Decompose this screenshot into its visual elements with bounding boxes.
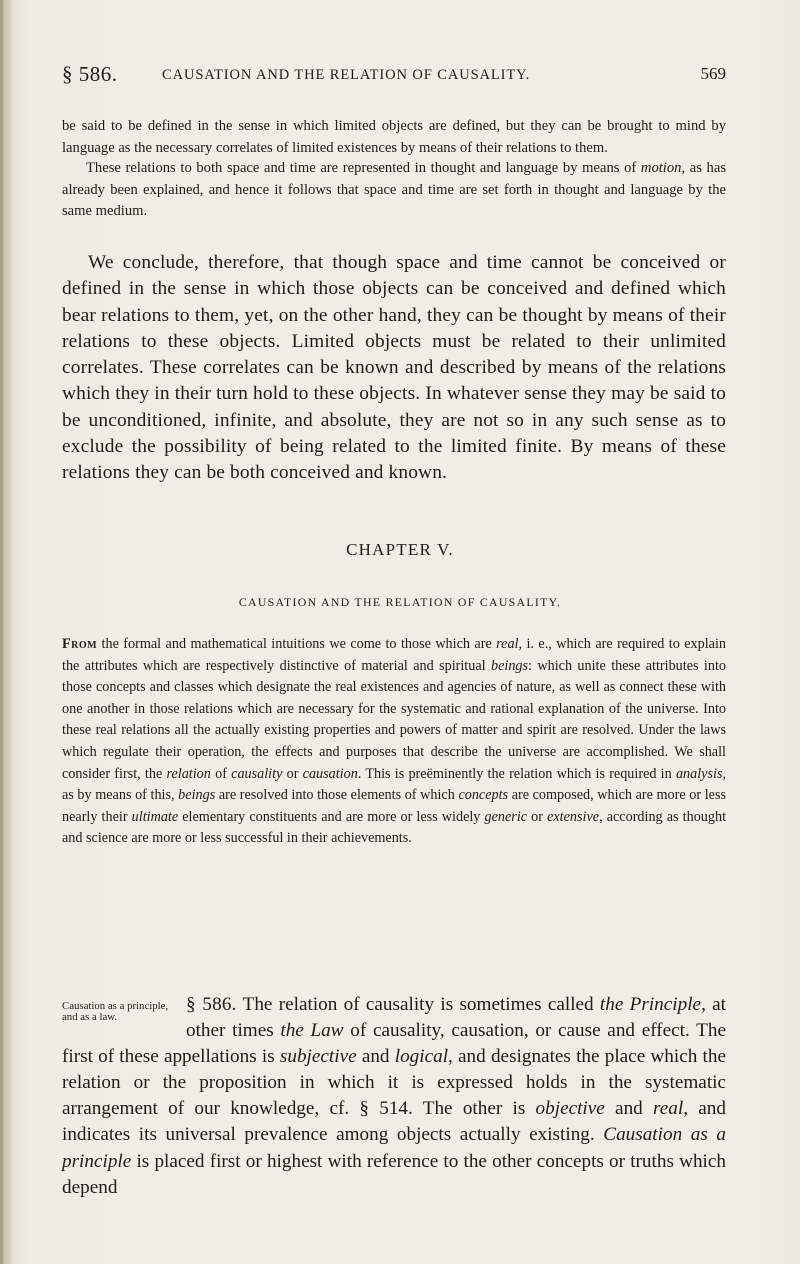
text-run: of (210, 765, 232, 782)
section-reference: § 586. (62, 62, 118, 86)
chapter-title: CHAPTER V. (346, 540, 454, 559)
text-run: , according as thought and science are more or less successful in their achievements. (62, 808, 727, 847)
text-run: , and indicates its universal prevalence among objects actually existing. (62, 1098, 726, 1146)
margin-note: Causation as a principle, and as a law. (62, 1000, 169, 1023)
section-number: § 586. (186, 994, 237, 1015)
running-title: CAUSATION AND THE RELATION OF CAUSALITY. (162, 67, 531, 83)
italic-term: generic (484, 808, 528, 825)
text-run: The relation of causality is sometimes called (236, 994, 600, 1015)
italic-term: causality (231, 765, 283, 782)
page-edge (0, 0, 3, 1264)
text-run: and (604, 1098, 654, 1120)
motion-paragraph (62, 158, 726, 223)
chapter-intro-paragraph (62, 634, 726, 850)
text-run: , at other times (186, 994, 726, 1042)
italic-term: the Law (280, 1020, 344, 1042)
italic-term: real (496, 636, 519, 652)
text-run: are resolved into those elements of which (215, 787, 459, 804)
text-run: : which unite these attributes into those concepts and classes which designate the real existences and agencies of nature, as well as connect these with one another in those relations which are necessary for the systematic and rational explanation of the universe. Into these real relations all the actually existing properties and powers of matter and spirit are resolved. Under the laws which regulate their operation, the effects and purposes that describe the universe are accomplished. We shall consider first, the (62, 657, 726, 782)
text-run: or (282, 765, 303, 782)
intro-body (62, 636, 726, 846)
italic-term: analysis (675, 765, 723, 782)
text-run: are composed, which are more or less nearly their (62, 787, 726, 825)
text-run: . This is preëminently the relation which is required in (357, 765, 676, 782)
motion-paragraph-text: These relations to both space and time are represented in thought and language by means of motion, as has already been explained, and hence it follows that space and time are set forth in thought and language by the same medium. (62, 160, 726, 219)
text-run: is placed first or highest with reference to the other concepts or truths which depend (62, 1150, 726, 1198)
running-head (62, 60, 726, 90)
italic-term: the Principle (599, 994, 702, 1015)
text-run: , as by means of this, (62, 765, 727, 804)
text-run: elementary constituents and are more or less widely (178, 808, 485, 825)
page-number: 569 (700, 64, 726, 83)
italic-term: real (653, 1098, 684, 1120)
text-run: the formal and mathematical intuitions we come to those which are (97, 636, 497, 652)
italic-term: logical (394, 1046, 449, 1068)
margin-note-space (62, 992, 186, 1040)
italic-term: motion (640, 160, 682, 176)
italic-term: Causation as a principle (62, 1124, 726, 1172)
italic-term: objective (535, 1098, 605, 1120)
italic-term: beings (490, 657, 529, 674)
text-run: , i. e., which are required to explain the attributes which are respectively distinctive of material and spiritual (62, 636, 726, 674)
italic-term: subjective (279, 1046, 357, 1068)
italic-term: beings (178, 787, 216, 804)
italic-term: extensive (547, 808, 600, 825)
chapter-subtitle: CAUSATION AND THE RELATION OF CAUSALITY. (238, 595, 562, 609)
text-run: or (527, 808, 548, 825)
text-run: , and designates the place which the relation or the proposition in which it is expressed holds in the systematic arrangement of our knowledge, cf. § 514. The other is (62, 1046, 726, 1120)
section-586-paragraph (62, 992, 726, 1201)
italic-term: relation (166, 765, 211, 782)
text-run: and (356, 1046, 395, 1068)
italic-term: ultimate (131, 808, 179, 825)
conclusion-paragraph: We conclude, therefore, that though space and time cannot be conceived or defined in the sense in which those objects can be conceived and defined which bear relations to them, yet, on the other hand, they can be thought by means of their relations to these objects. Limited objects must be related to their unlimited correlates. These correlates can be known and described by means of the relations which they in their turn hold to these objects. In whatever sense they may be said to be unconditioned, infinite, and absolute, they are not so in any such sense as to exclude the possibility of being related to the limited finite. By means of these relations they can be both conceived and known. (62, 252, 726, 484)
text-run: of causality, causation, or cause and effect. The first of these appellations is (62, 1020, 726, 1068)
lead-word: From (62, 636, 98, 652)
italic-term: concepts (458, 787, 509, 804)
italic-term: causation (302, 765, 358, 782)
continued-paragraph: be said to be defined in the sense in which limited objects are defined, but they can be brought to mind by language as the necessary correlates of limited existences by means of their relations to them. (62, 118, 726, 156)
